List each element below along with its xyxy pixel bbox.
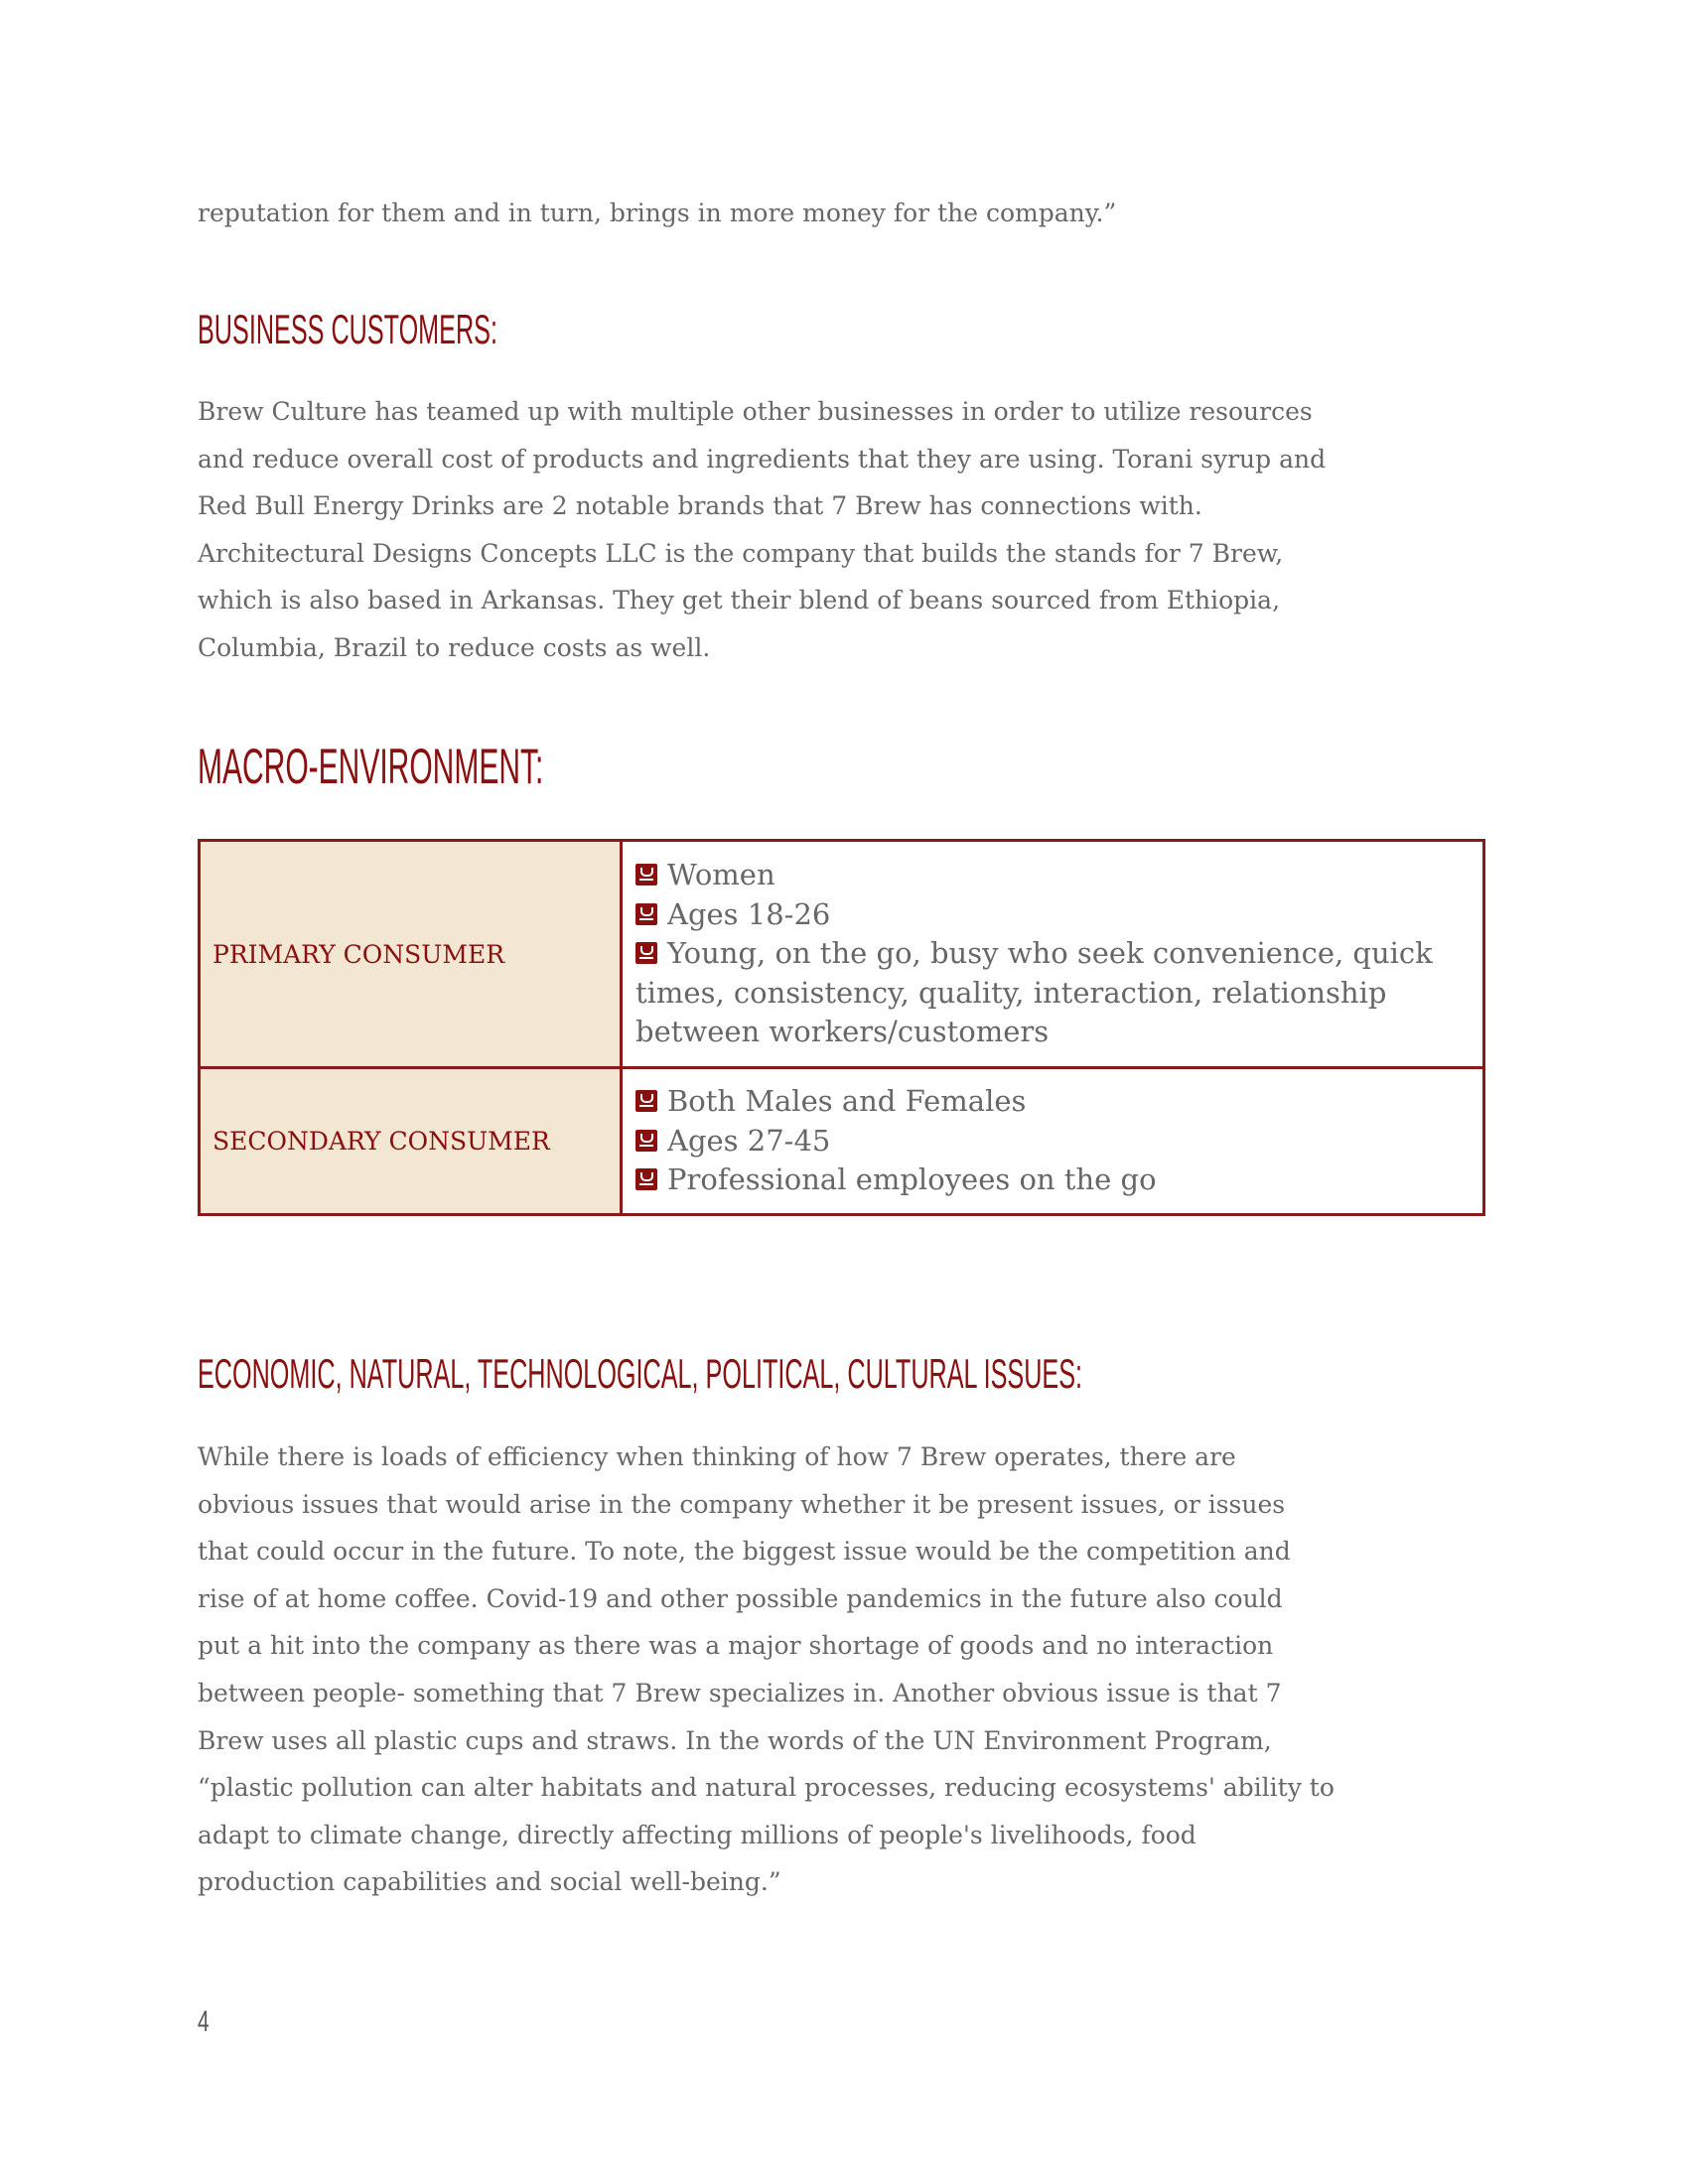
text-line: Brew uses all plastic cups and straws. In the words of the UN Environment Program, [198, 1725, 1272, 1755]
list-item [635, 1082, 1471, 1122]
intro-paragraph [198, 190, 1116, 237]
row-values [622, 841, 1484, 1068]
macro-environment-heading: MACRO-ENVIRONMENT: [198, 739, 544, 794]
text-line: Columbia, Brazil to reduce costs as well. [198, 632, 711, 662]
list-item [635, 856, 1471, 895]
text-line: production capabilities and social well-being.” [198, 1867, 781, 1897]
business-customers-paragraph [198, 388, 1326, 672]
item-text: Ages 27-45 [667, 1123, 831, 1158]
table-row [200, 841, 1484, 1068]
page-number: 4 [198, 2005, 210, 2038]
text-line: between people- something that 7 Brew specializes in. Another obvious issue is that 7 [198, 1678, 1282, 1707]
list-item [635, 895, 1471, 935]
business-customers-heading: BUSINESS CUSTOMERS: [198, 306, 497, 352]
item-text: Ages 18-26 [667, 896, 831, 931]
text-line: that could occur in the future. To note, the biggest issue would be the competition and [198, 1537, 1291, 1567]
coffee-cup-icon [635, 903, 657, 925]
item-text: Young, on the go, busy who seek convenience, quick times, consistency, quality, interaction, relationship between workers/customers [635, 936, 1433, 1049]
row-values [622, 1068, 1484, 1215]
item-text: Professional employees on the go [667, 1162, 1157, 1197]
list-item [635, 934, 1471, 1052]
table-row [200, 1068, 1484, 1215]
list-item [635, 1122, 1471, 1161]
text-line: rise of at home coffee. Covid-19 and other possible pandemics in the future also could [198, 1583, 1283, 1613]
coffee-cup-icon [635, 942, 657, 964]
list-item [635, 1160, 1471, 1200]
text-line: put a hit into the company as there was a major shortage of goods and no interaction [198, 1631, 1274, 1661]
issues-heading: ECONOMIC, NATURAL, TECHNOLOGICAL, POLITICAL, CULTURAL ISSUES: [198, 1350, 1083, 1397]
text-line: adapt to climate change, directly affecting millions of people's livelihoods, food [198, 1820, 1196, 1849]
coffee-cup-icon [635, 1130, 657, 1152]
text-line: reputation for them and in turn, brings in more money for the company.” [198, 199, 1117, 227]
text-line: Red Bull Energy Drinks are 2 notable brands that 7 Brew has connections with. [198, 491, 1202, 521]
item-text: Women [667, 858, 775, 892]
row-label: SECONDARY CONSUMER [200, 1068, 622, 1215]
coffee-cup-icon [635, 1168, 657, 1190]
text-line: While there is loads of efficiency when thinking of how 7 Brew operates, there are [198, 1442, 1236, 1471]
text-line: Brew Culture has teamed up with multiple other businesses in order to utilize resources [198, 397, 1313, 426]
text-line: which is also based in Arkansas. They get their blend of beans sourced from Ethiopia, [198, 586, 1281, 615]
consumer-table [198, 839, 1485, 1216]
coffee-cup-icon [635, 1090, 657, 1112]
text-line: “plastic pollution can alter habitats and natural processes, reducing ecosystems' ability to [198, 1773, 1335, 1803]
text-line: Architectural Designs Concepts LLC is the company that builds the stands for 7 Brew, [198, 538, 1284, 568]
item-text: Both Males and Females [667, 1084, 1027, 1119]
text-line: obvious issues that would arise in the company whether it be present issues, or issues [198, 1489, 1286, 1519]
row-label: PRIMARY CONSUMER [200, 841, 622, 1068]
coffee-cup-icon [635, 864, 657, 886]
text-line: and reduce overall cost of products and ingredients that they are using. Torani syrup and [198, 444, 1327, 474]
issues-paragraph [198, 1433, 1335, 1906]
